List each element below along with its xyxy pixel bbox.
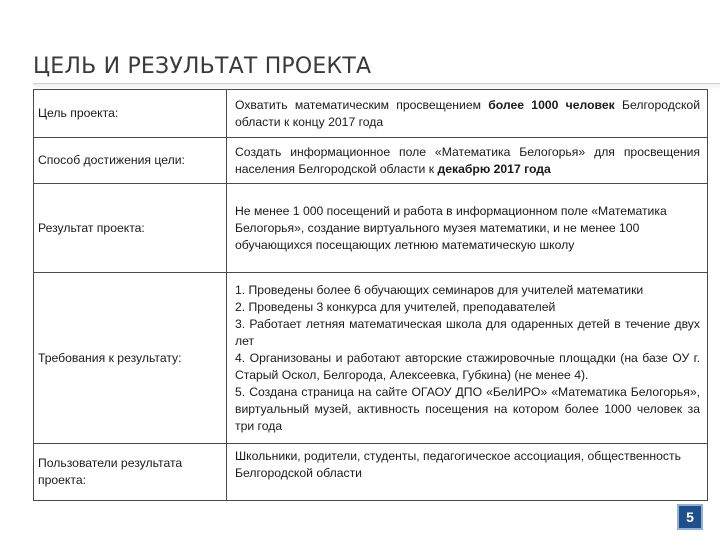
project-table <box>33 89 708 501</box>
row-value-goal <box>227 90 708 138</box>
row-label-goal: Цель проекта: <box>34 90 227 138</box>
table-row <box>34 273 708 444</box>
row-value-users: Школьники, родители, студенты, педагогическое ассоциация, общественность Белгородской области <box>227 444 708 501</box>
page-number-badge: 5 <box>677 504 703 530</box>
row-value-method <box>227 138 708 184</box>
goal-text-emphasis: более 1000 человек <box>488 97 615 112</box>
page-title: ЦЕЛЬ И РЕЗУЛЬТАТ ПРОЕКТА <box>33 54 372 79</box>
table-row <box>34 138 708 184</box>
row-label-result: Результат проекта: <box>34 184 227 273</box>
row-value-result: Не менее 1 000 посещений и работа в информационном поле «Математика Белогорья», создание виртуального музея математики, и не менее 100 обучающихся посещающих летнюю математическую школу <box>227 184 708 273</box>
method-text-emphasis: декабрю 2017 года <box>437 161 551 176</box>
row-label-requirements: Требования к результату: <box>34 273 227 444</box>
requirement-item: 3. Работает летняя математическая школа для одаренных детей в течение двух лет <box>235 316 700 348</box>
requirement-item: 1. Проведены более 6 обучающих семинаров для учителей математики <box>235 282 644 297</box>
goal-text-start: Охватить математическим просвещением <box>235 97 489 112</box>
row-label-method: Способ достижения цели: <box>34 138 227 184</box>
requirement-item: 5. Создана страница на сайте ОГАОУ ДПО «БелИРО» «Математика Белогорья», виртуальный музей, активность посещения на котором более 1000 человек за три года <box>235 384 700 433</box>
method-text: Создать информационное поле «Математика Белогорья» для просвещения населения Белгородской области к <box>235 144 700 176</box>
table-row <box>34 184 708 273</box>
row-label-users: Пользователи результата проекта: <box>34 444 227 501</box>
table-row <box>34 444 708 501</box>
row-value-requirements <box>227 273 708 444</box>
requirement-item: 4. Организованы и работают авторские стажировочные площадки (на базе ОУ г. Старый Оскол, Белгорода, Алексеевка, Губкина) (не менее 4). <box>235 350 700 382</box>
requirement-item: 2. Проведены 3 конкурса для учителей, преподавателей <box>235 299 556 314</box>
goal-text-end: Белгородской области к концу 2017 года <box>235 97 701 129</box>
table-row <box>34 90 708 138</box>
